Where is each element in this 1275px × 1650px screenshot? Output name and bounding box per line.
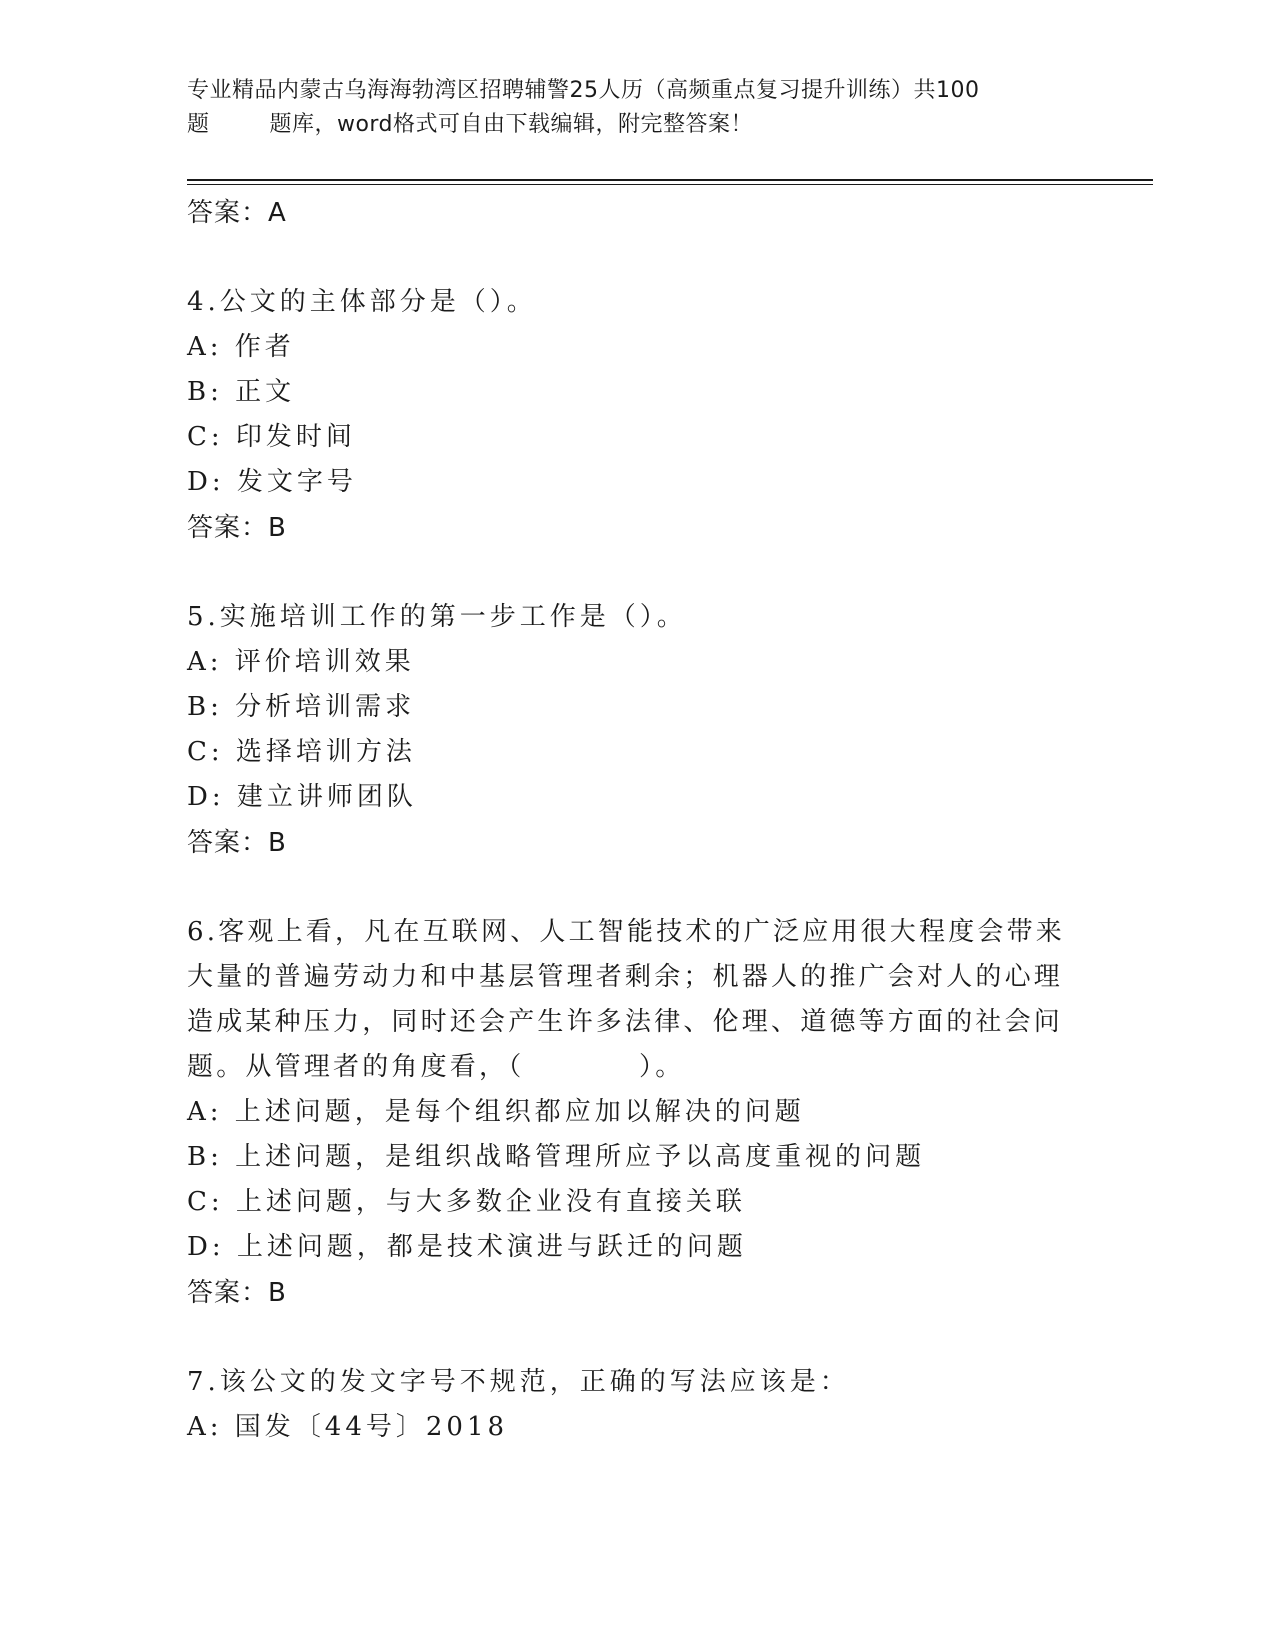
question-list [187, 190, 1067, 1450]
option-d: D: 建立讲师团队 [187, 782, 417, 812]
document-header [187, 74, 1067, 142]
option-d: D: 发文字号 [187, 467, 357, 497]
previous-answer: 答案：A [187, 198, 287, 228]
question-6 [187, 910, 1067, 1316]
question-4 [187, 280, 1067, 551]
option-b: B: 上述问题，是组织战略管理所应予以高度重视的问题 [187, 1142, 926, 1172]
option-a: A: 上述问题，是每个组织都应加以解决的问题 [187, 1097, 805, 1127]
question-text: 4.公文的主体部分是（）。 [187, 287, 537, 317]
question-5 [187, 595, 1067, 866]
answer: 答案：B [187, 513, 287, 543]
header-divider-thin [187, 184, 1153, 185]
option-a: A: 作者 [187, 332, 295, 362]
option-a: A: 评价培训效果 [187, 647, 415, 677]
answer: 答案：B [187, 828, 287, 858]
option-d: D: 上述问题，都是技术演进与跃迁的问题 [187, 1232, 747, 1262]
option-c: C: 印发时间 [187, 422, 356, 452]
header-title-line-2: 题 题库，word格式可自由下载编辑，附完整答案！ [187, 112, 754, 137]
answer: 答案：B [187, 1278, 287, 1308]
option-c: C: 选择培训方法 [187, 737, 416, 767]
header-title-line-1: 专业精品内蒙古乌海海勃湾区招聘辅警25人历（高频重点复习提升训练）共100 [187, 78, 980, 103]
option-b: B: 正文 [187, 377, 296, 407]
header-divider-thick [187, 179, 1153, 181]
question-text: 6.客观上看，凡在互联网、人工智能技术的广泛应用很大程度会带来大量的普遍劳动力和中基层管理者剩余；机器人的推广会对人的心理造成某种压力，同时还会产生许多法律、伦理、道德等方面的社会问题。从管理者的角度看，（ ）。 [187, 917, 1066, 1082]
question-7 [187, 1360, 1067, 1450]
option-c: C: 上述问题，与大多数企业没有直接关联 [187, 1187, 746, 1217]
question-text: 7.该公文的发文字号不规范，正确的写法应该是： [187, 1367, 850, 1397]
option-b: B: 分析培训需求 [187, 692, 416, 722]
option-a: A: 国发〔44号〕2018 [187, 1412, 509, 1442]
question-text: 5.实施培训工作的第一步工作是（）。 [187, 602, 687, 632]
